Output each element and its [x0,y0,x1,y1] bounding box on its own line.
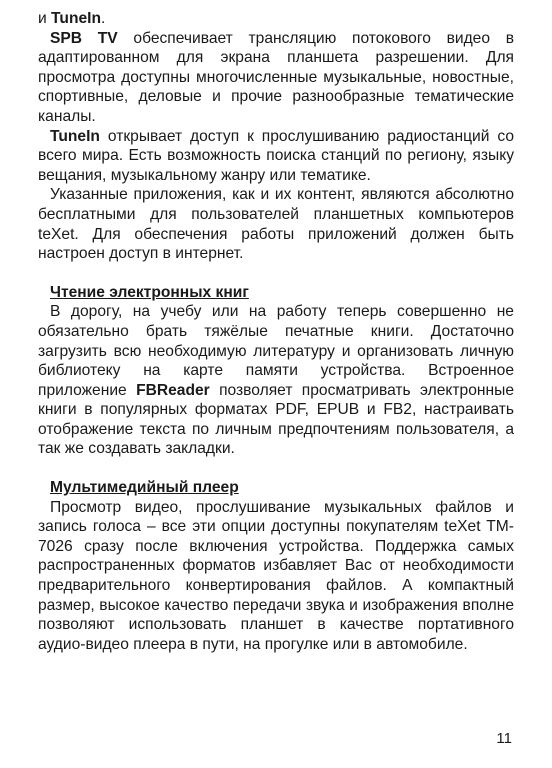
heading-ebooks: Чтение электронных книг [50,283,249,301]
ebooks-text-1: В дорогу, на учебу или на работу теперь совершенно не обязательно брать тяжёлые печатные книги. Достаточно загрузить всю необходимую литературу и организовать личную библиотеку на карте памяти устройства. Встроенное приложение [38,303,514,399]
text-period: . [101,10,106,27]
ebooks-text-2: позволяет просматривать электронные книги в популярных форматах PDF, EPUB и FB2, настраивать отображение текста по личным предпочтениям пользователя, а так же создавать закладки. [38,381,514,458]
tunein-text: открывает доступ к прослушиванию радиостанций со всего мира. Есть возможность поиска станций по региону, языку вещания, музыкальному жанру или тематике. [38,127,514,184]
paragraph-ebooks [38,302,514,459]
tunein-label: TuneIn [50,127,100,145]
spacer [38,264,514,283]
text-lead: и [38,10,52,27]
apps-free-text: Указанные приложения, как и их контент, являются абсолютно бесплатными для пользователей планшетных компьютеров teXet. Для обеспечения работы приложений должен быть настроен доступ в интернет. [38,186,514,263]
paragraph-spb-tv [38,29,514,127]
spacer [38,459,514,478]
spb-tv-bold-label: SPB TV [50,29,118,47]
media-player-text: Просмотр видео, прослушивание музыкальных файлов и запись голоса – все эти опции доступны покупателям teXet TM-7026 сразу после включения устройства. Поддержка самых распространенных форматов избавляет Вас от необходимости предварительного конвертирования файлов. А компактный размер, высокое качество передачи звука и изображения вполне позволяют использовать планшет в качестве портативного аудио-видео плеера в пути, на прогулке или в автомобиле. [38,498,514,653]
paragraph-tunein [38,127,514,186]
page-number: 11 [496,730,512,747]
spb-tv-text: обеспечивает трансляцию потокового видео в адаптированном для экрана планшета разрешении. Для просмотра доступны многочисленные музыкальные, новостные, спортивные, деловые и прочие разнообразные тематические каналы. [38,29,515,125]
heading-media-player: Мультимедийный плеер [50,479,239,497]
paragraph-media-player [38,498,514,655]
tunein-bold-label: TuneIn [51,10,101,27]
document-page [38,9,514,654]
paragraph-tunein-intro [38,9,514,29]
paragraph-apps-free [38,185,514,263]
fbreader-bold-label: FBReader [136,381,210,399]
